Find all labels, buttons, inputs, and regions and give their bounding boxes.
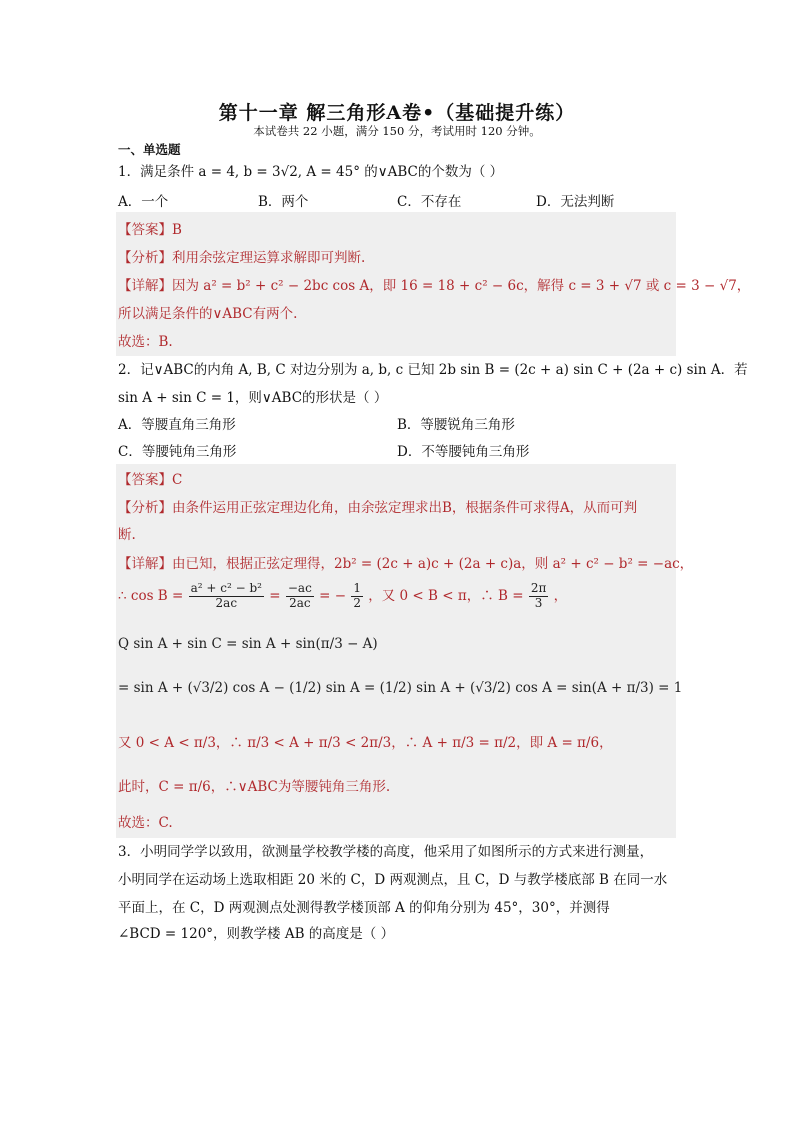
q3-line2: 小明同学在运动场上选取相距 20 米的 C，D 两观测点，且 C，D 与教学楼底部 B 在同一水 bbox=[118, 872, 668, 888]
q2-option-b: B．等腰锐角三角形 bbox=[397, 417, 515, 433]
q1-option-d: D．无法判断 bbox=[536, 194, 615, 210]
q1-detail-conclusion: 所以满足条件的∨ABC有两个. bbox=[118, 306, 298, 322]
q1-choice: 故选：B. bbox=[118, 334, 173, 350]
q1-answer: 【答案】B bbox=[118, 222, 182, 238]
section-heading: 一、单选题 bbox=[118, 142, 181, 157]
q2-fraction-3: $\frac{1}{2}$ bbox=[353, 581, 361, 610]
q2-option-c: C．等腰钝角三角形 bbox=[118, 444, 237, 460]
q1-detail: 【详解】因为 a² = b² + c² − 2bc cos A，即 16 = 18 + c² − 6c，解得 c = 3 + √7 或 c = 3 − √7， bbox=[118, 278, 751, 294]
q2-stem-line2: sin A + sin C = 1，则∨ABC的形状是（ ） bbox=[118, 390, 388, 406]
q2-fraction-2: $\frac{-ac}{2ac}$ bbox=[287, 581, 312, 610]
q2-option-d: D．不等腰钝角三角形 bbox=[397, 444, 530, 460]
q2-choice: 故选：C. bbox=[118, 815, 173, 831]
q1-option-b: B．两个 bbox=[258, 194, 309, 210]
q1-analysis: 【分析】利用余弦定理运算求解即可判断. bbox=[118, 250, 366, 266]
page-subtitle: 本试卷共 22 小题，满分 150 分，考试用时 120 分钟。 bbox=[253, 124, 541, 138]
q2-detail-line2: ∴ cos B = $\frac{\text{a² + c² − b²}}{2ac}$ = $\frac{-ac}{2ac}$ = − $\frac{1}{2}$ ，又 0 < B < π，∴ B = $\frac{2\pi}{3}$ ， bbox=[118, 581, 568, 610]
q2-detail-line1: 【详解】由已知，根据正弦定理得，2b² = (2c + a)c + (2a + c)a，则 a² + c² − b² = −ac， bbox=[118, 556, 694, 572]
q2-detail-line3: Q sin A + sin C = sin A + sin(π/3 − A) bbox=[118, 636, 378, 652]
q1-option-a: A．一个 bbox=[118, 194, 169, 210]
q2-stem-line1: 2．记∨ABC的内角 A, B, C 对边分别为 a, b, c 已知 2b sin B = (2c + a) sin C + (2a + c) sin A．若 bbox=[118, 362, 748, 378]
q1-stem: 1．满足条件 a = 4, b = 3√2, A = 45° 的∨ABC的个数为（ ） bbox=[118, 164, 504, 180]
q2-fraction-4: $\frac{2\pi}{3}$ bbox=[530, 581, 547, 610]
q2-option-a: A．等腰直角三角形 bbox=[118, 417, 236, 433]
q2-fraction-1: $\frac{\text{a² + c² − b²}}{2ac}$ bbox=[190, 581, 262, 610]
q3-line4: ∠BCD = 120°，则教学楼 AB 的高度是（ ） bbox=[118, 926, 395, 942]
q2-analysis-line1: 【分析】由条件运用正弦定理边化角，由余弦定理求出B，根据条件可求得A，从而可判 bbox=[118, 500, 638, 516]
q3-line3: 平面上，在 C，D 两观测点处测得教学楼顶部 A 的仰角分别为 45°，30°，并测得 bbox=[118, 900, 610, 916]
q2-cosb-label: ∴ cos B = bbox=[118, 587, 184, 604]
q2-detail-line4: = sin A + (√3/2) cos A − (1/2) sin A = (1/2) sin A + (√3/2) cos A = sin(A + π/3) = 1 bbox=[118, 680, 683, 696]
q2-answer: 【答案】C bbox=[118, 472, 183, 488]
q2-detail-line5: 又 0 < A < π/3，∴ π/3 < A + π/3 < 2π/3，∴ A + π/3 = π/2，即 A = π/6， bbox=[118, 735, 613, 751]
page-title: 第十一章 解三角形A卷•（基础提升练） bbox=[218, 102, 576, 124]
q1-option-c: C．不存在 bbox=[397, 194, 462, 210]
q2-analysis-line2: 断. bbox=[118, 527, 136, 543]
q3-line1: 3．小明同学学以致用，欲测量学校教学楼的高度，他采用了如图所示的方式来进行测量， bbox=[118, 844, 654, 860]
q2-detail-line6: 此时，C = π/6，∴∨ABC为等腰钝角三角形. bbox=[118, 779, 391, 795]
